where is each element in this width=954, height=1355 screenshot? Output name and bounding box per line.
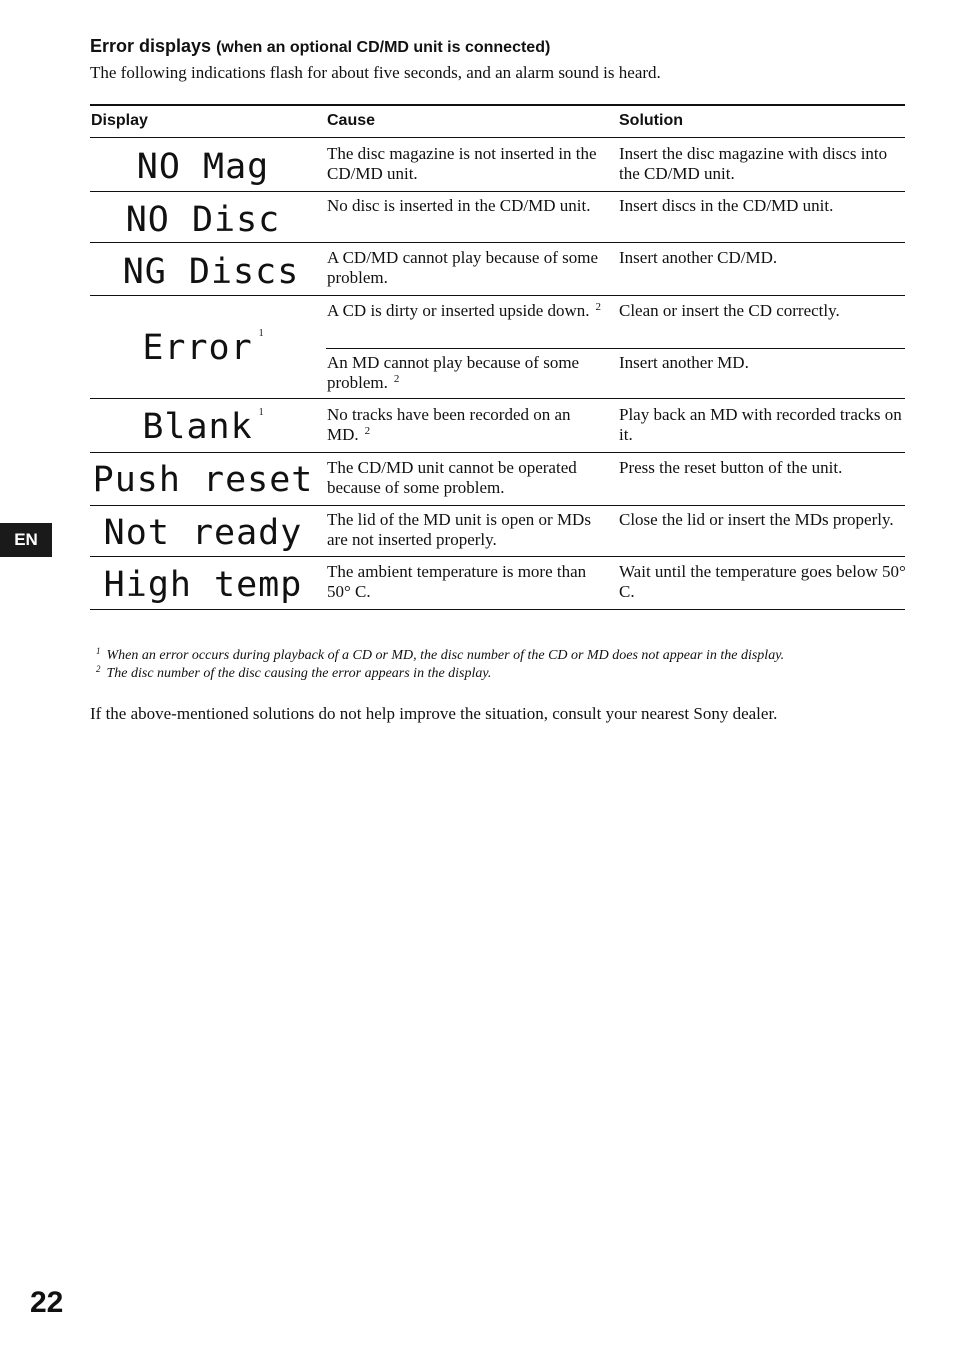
solution-cell: Close the lid or insert the MDs properly. (619, 510, 894, 529)
footnote (96, 648, 784, 666)
footnote (96, 666, 784, 684)
solution-cell: Insert another CD/MD. (619, 248, 778, 267)
row-divider (90, 242, 905, 243)
display-readout: Not ready (103, 513, 303, 553)
closing-paragraph: If the above-mentioned solutions do not help improve the situation, consult your nearest Sony dealer. (90, 704, 778, 723)
cause-cell: The lid of the MD unit is open or MDs are not inserted properly. (327, 510, 591, 549)
page-number: 22 (30, 1286, 64, 1319)
intro-text: The following indications flash for about five seconds, and an alarm sound is heard. (90, 63, 661, 82)
display-readout: NO Disc (125, 200, 281, 240)
cause-cell: A CD is dirty or inserted upside down. $^2$ (327, 301, 602, 320)
table-top-rule (90, 104, 905, 106)
footnote-mark: 2 (96, 664, 101, 674)
cause-cell: The ambient temperature is more than 50° C. (327, 562, 587, 601)
footnote-ref: 2 (595, 301, 602, 313)
row-divider (326, 348, 905, 349)
footnote-ref: 1 (258, 407, 264, 418)
header-display: Display (91, 112, 148, 129)
header-cause: Cause (327, 112, 376, 129)
row-divider (90, 452, 905, 453)
display-readout: Push reset (92, 460, 314, 500)
footnote-text: The disc number of the disc causing the error appears in the display. (106, 666, 492, 681)
solution-cell: Clean or insert the CD correctly. (619, 301, 840, 320)
cause-cell: The CD/MD unit cannot be operated because of some problem. (327, 458, 577, 497)
header-solution: Solution (619, 112, 683, 129)
cause-cell: No tracks have been recorded on an MD. $^2$ (327, 405, 571, 444)
section-heading (90, 36, 550, 57)
row-divider (90, 609, 905, 610)
row-divider (90, 398, 905, 399)
cause-cell: The disc magazine is not inserted in the CD/MD unit. (327, 144, 597, 183)
row-divider (90, 137, 905, 138)
cause-cell: An MD cannot play because of some problem. $^2$ (327, 353, 580, 392)
footnotes (96, 648, 784, 684)
language-tab: EN (0, 523, 52, 557)
footnote-text: When an error occurs during playback of a CD or MD, the disc number of the CD or MD does not appear in the display. (106, 648, 785, 663)
solution-cell: Insert the disc magazine with discs into the CD/MD unit. (619, 144, 888, 183)
row-divider (90, 505, 905, 506)
cause-cell: A CD/MD cannot play because of some problem. (327, 248, 598, 287)
display-readout: High temp (103, 565, 303, 605)
display-readout: NG Discs (122, 252, 300, 292)
solution-cell: Insert another MD. (619, 353, 749, 372)
cause-cell: No disc is inserted in the CD/MD unit. (327, 196, 591, 215)
footnote-mark: 1 (96, 646, 101, 656)
footnote-ref: 1 (258, 328, 264, 339)
row-divider (90, 556, 905, 557)
solution-cell: Insert discs in the CD/MD unit. (619, 196, 834, 215)
solution-cell: Wait until the temperature goes below 50° C. (619, 562, 906, 601)
section-title: Error displays (90, 36, 212, 56)
display-readout: Error $^1$ (142, 328, 264, 368)
section-subtitle: (when an optional CD/MD unit is connected) (216, 39, 551, 56)
footnote-ref: 2 (364, 425, 371, 437)
solution-cell: Play back an MD with recorded tracks on it. (619, 405, 902, 444)
solution-cell: Press the reset button of the unit. (619, 458, 843, 477)
display-readout: NO Mag (136, 147, 270, 187)
footnote-ref: 2 (393, 373, 400, 385)
display-readout: Blank $^1$ (142, 407, 264, 447)
row-divider (90, 295, 905, 296)
row-divider (90, 191, 905, 192)
